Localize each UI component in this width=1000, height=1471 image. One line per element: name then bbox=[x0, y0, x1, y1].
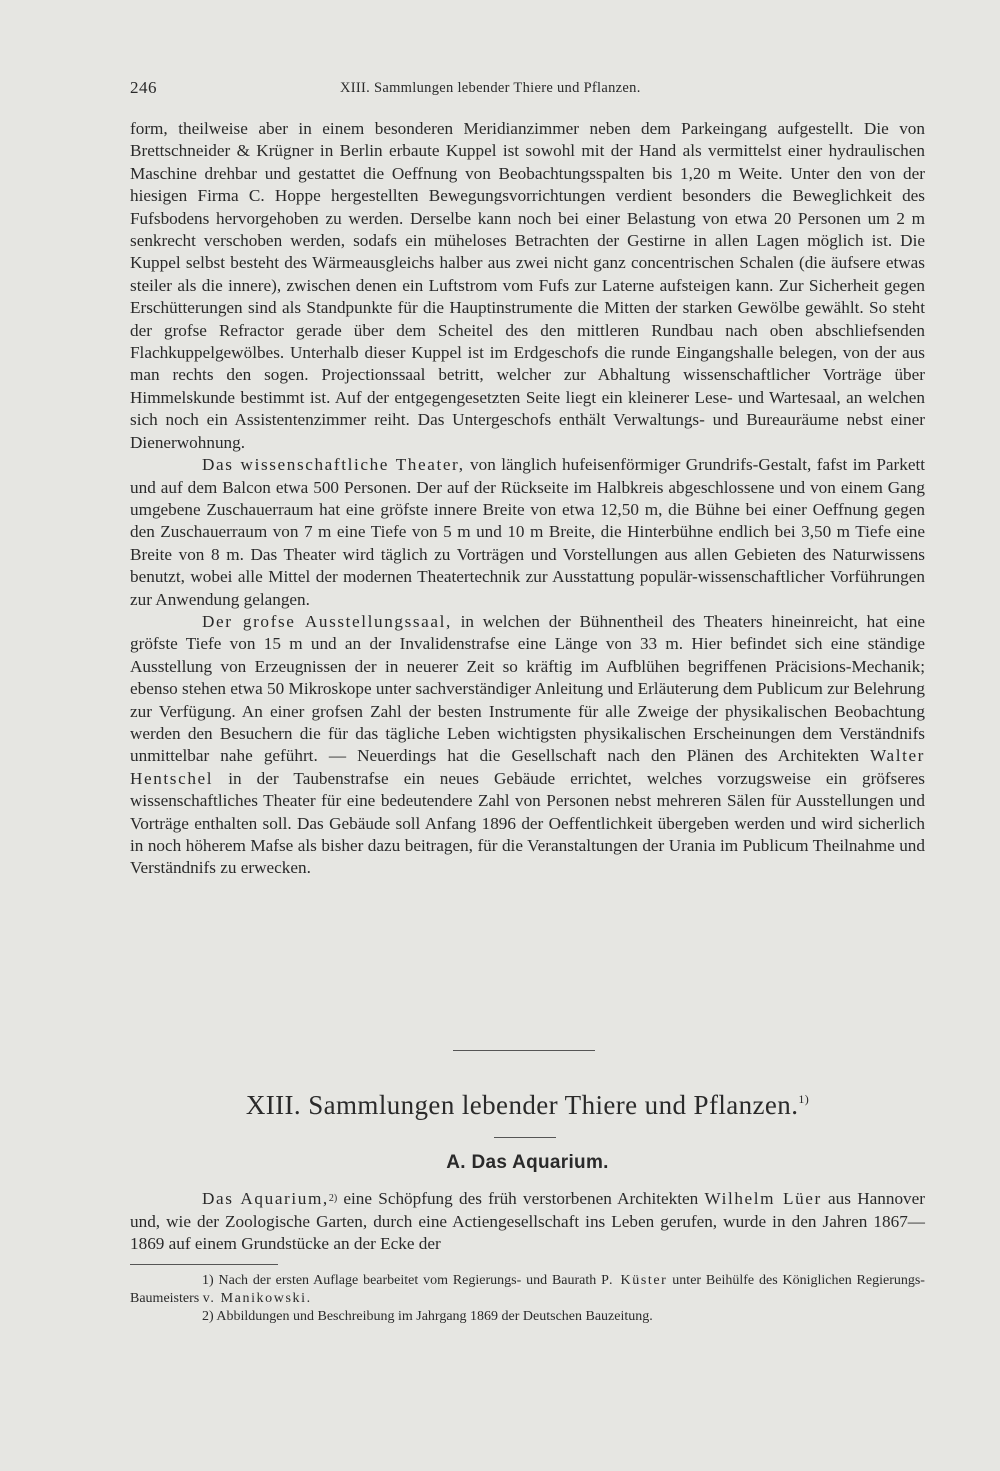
footnote-1 bbox=[130, 1272, 925, 1308]
title-divider bbox=[494, 1137, 556, 1138]
footnote-1-name-1: P. Küster bbox=[601, 1273, 668, 1288]
exhibition-lead: Der grofse Ausstellungssaal, bbox=[202, 611, 452, 631]
footnote-2: 2) Abbildungen und Beschreibung im Jahrgang 1869 der Deutschen Bauzeitung. bbox=[202, 1309, 653, 1324]
paragraph-observatory: form, theilweise aber in einem besonderen Meridianzimmer neben dem Parkeingang aufgestellt. Die von Brettschneider & Krügner in Berlin erbaute Kuppel ist sowohl mit der Hand als vermittelst einer hydraulischen Maschine drehbar und gestattet die Oeffnung von Beobachtungsspalten bis 1,20 m Weite. Unter den von der hiesigen Firma C. Hoppe hergestellten Bewegungsvorrichtungen verdient besonders die Beweglichkeit des Fufsbodens hervorgehoben zu werden. Derselbe kann noch bei einer Belastung von etwa 20 Personen um 2 m senkrecht verschoben werden, sodafs ein müheloses Betrachten der Gestirne in allen Lagen möglich ist. Die Kuppel selbst besteht des Wärmeausgleichs halber aus zwei nicht ganz concentrischen Schalen (die äufsere etwas steiler als die innere), zwischen denen ein Luftstrom vom Fufs zur Laterne aufsteigen kann. Zur Sicherheit gegen Erschütterungen sind als Standpunkte für die Hauptinstrumente die Mitten der starken Gewölbe gewählt. So steht der grofse Refractor gerade über dem Scheitel des den mittleren Rundbau nach oben abschliefsenden Flachkuppelgewölbes. Unterhalb dieser Kuppel ist im Erdgeschofs die runde Eingangshalle belegen, von der aus man rechts den sogen. Projectionssaal betritt, welcher zur Abhaltung wissenschaftlicher Vorträge über Himmelskunde bestimmt ist. Auf der entgegengesetzten Seite liegt ein kleinerer Lese- und Wartesaal, an welchen sich noch ein Assistentenzimmer reiht. Das Untergeschofs enthält Verwaltungs- und Bureauräume nebst einer Dienerwohnung. bbox=[130, 119, 925, 452]
running-head bbox=[130, 78, 925, 102]
paragraph-aquarium bbox=[130, 1188, 925, 1256]
body-text bbox=[130, 118, 925, 880]
section-title-note: 1) bbox=[798, 1092, 810, 1106]
subsection-title: A. Das Aquarium. bbox=[446, 1152, 609, 1173]
architect-name: Walter Hentschel bbox=[130, 746, 925, 788]
aquarium-note-ref: 2) bbox=[328, 1193, 338, 1204]
footnote-1-name-2: v. Manikowski. bbox=[202, 1291, 312, 1306]
aquarium-text bbox=[130, 1188, 925, 1256]
footnote-1-text-a: 1) Nach der ersten Auflage bearbeitet vom Regierungs- und Baurath bbox=[202, 1273, 602, 1288]
footnote-1-text-b: unter Beihülfe des Königlichen Regierungs-Baumeisters bbox=[130, 1273, 925, 1306]
aquarium-text-a: eine Schöpfung des früh verstorbenen Architekten bbox=[337, 1189, 705, 1208]
aquarium-text-b: aus Hannover und, wie der Zoologische Garten, durch eine Actiengesellschaft ins Leben gerufen, wurde in den Jahren 1867—1869 auf einem Grundstücke an der Ecke der bbox=[130, 1189, 925, 1254]
section-title bbox=[130, 1090, 925, 1121]
exhibition-text-a: in welchen der Bühnentheil des Theaters hineinreicht, hat eine gröfste Tiefe von 15 m und an der Invalidenstrafse eine Länge von 33 m. Hier befindet sich eine ständige Ausstellung von Erzeugnissen der in neuerer Zeit so kräftig im Aufblühen begriffenen Präcisions-Mechanik; ebenso stehen etwa 50 Mikroskope unter sachverständiger Anleitung und Erläuterung dem Publicum zur Belehrung zur Verfügung. An einer grofsen Zahl der besten Instrumente für alle Zweige der physikalischen Beobachtung werden den Besuchern die für das tägliche Leben wichtigsten physikalischen Erscheinungen dem Verständnifs unmittelbar nahe geführt. — Neuerdings hat die Gesellschaft nach den Plänen des Architekten bbox=[130, 611, 925, 766]
page-number: 246 bbox=[130, 78, 157, 97]
aquarium-lead: Das Aquarium, bbox=[202, 1189, 329, 1208]
paragraph-theater bbox=[130, 454, 925, 611]
section-title-text: XIII. Sammlungen lebender Thiere und Pflanzen. bbox=[245, 1090, 799, 1120]
running-title: XIII. Sammlungen lebender Thiere und Pflanzen. bbox=[340, 80, 641, 96]
exhibition-text-b: in der Taubenstrafse ein neues Gebäude errichtet, welches vorzugsweise ein gröfseres wissenschaftliches Theater für eine bedeutendere Zahl von Personen nebst mehreren Sälen für Ausstellungen und Vorträge enthalten soll. Das Gebäude soll Anfang 1896 der Oeffentlichkeit übergeben werden und wird sicherlich in noch höherem Mafse als bisher dazu beitragen, für die Veranstaltungen der Urania im Publicum Theilnahme und Verständnifs zu erwecken. bbox=[130, 768, 925, 878]
section-divider bbox=[453, 1050, 595, 1051]
theater-lead: Das wissenschaftliche Theater, bbox=[202, 455, 465, 475]
aquarium-architect: Wilhelm Lüer bbox=[704, 1189, 822, 1208]
theater-text: von länglich hufeisenförmiger Grundrifs-Gestalt, fafst im Parkett und auf dem Balcon etwa 500 Personen. Der auf der Rückseite im Halbkreis abgeschlossene und von einem Gang umgebene Zuschauerraum hat eine gröfste innere Breite von etwa 12,50 m, die Bühne bei einer Oeffnung gegen den Zuschauerraum von 7 m eine Tiefe von 5 m und 10 m Breite, die Hinterbühne endlich bei 3,50 m Tiefe eine Breite von 8 m. Das Theater wird täglich zu Vorträgen und Vorstellungen aus allen Gebieten des Naturwissens benutzt, wobei alle Mittel der modernen Theatertechnik zur Ausstattung populär-wissenschaftlicher Vorführungen zur Anwendung gelangen. bbox=[130, 455, 925, 609]
footnote-rule bbox=[130, 1264, 278, 1265]
paragraph-exhibition-hall bbox=[130, 611, 925, 880]
footnotes bbox=[130, 1272, 925, 1326]
